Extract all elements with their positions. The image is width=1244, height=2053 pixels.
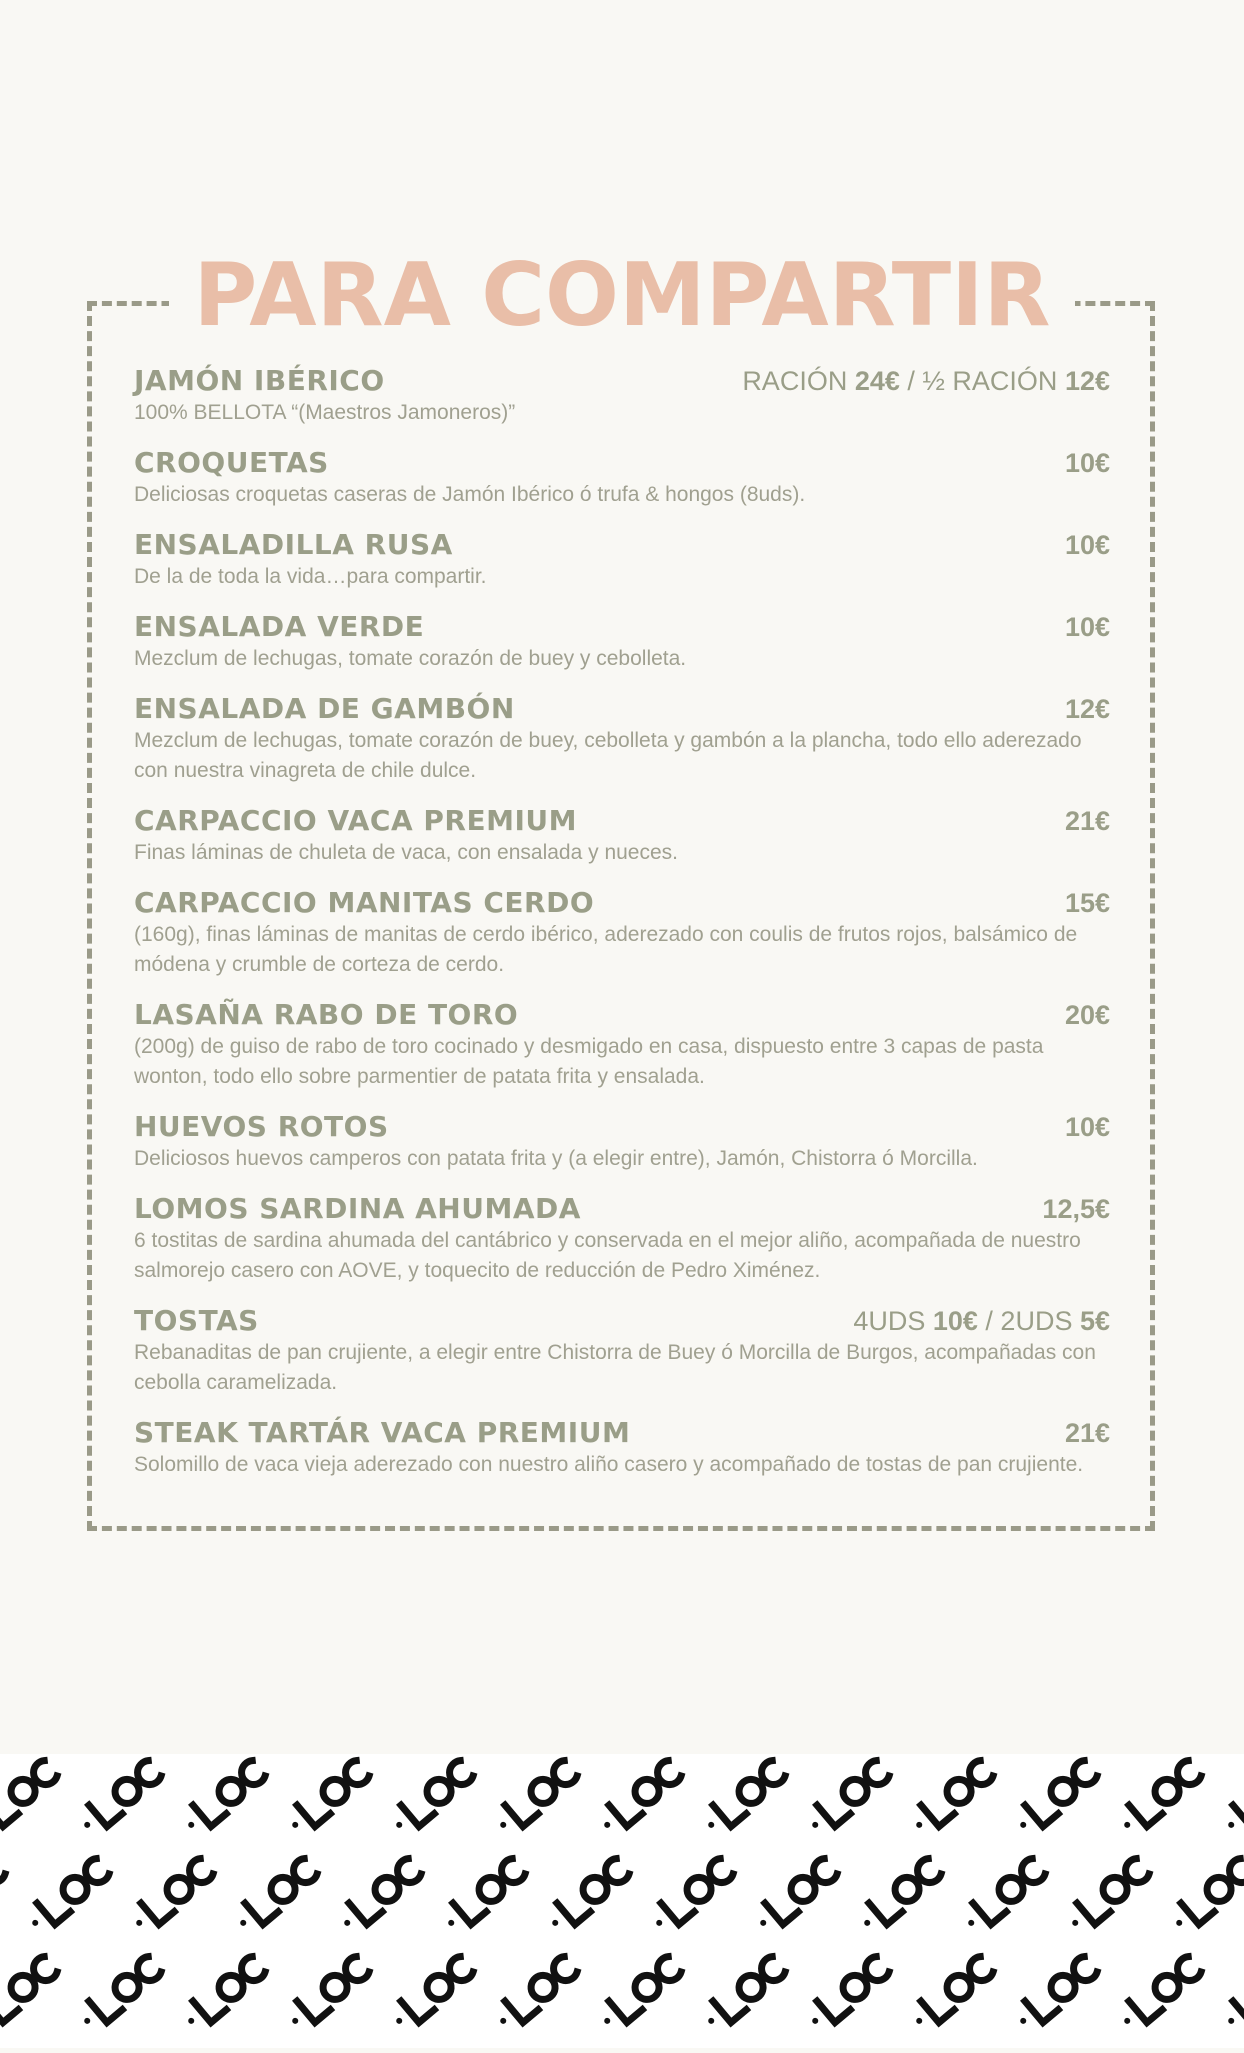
- loc-logo-icon: [284, 1954, 372, 2034]
- menu-item-description: Mezclum de lechugas, tomate corazón de buey y cebolleta.: [134, 647, 687, 670]
- menu-item-description: 6 tostitas de sardina ahumada del cantábrico y conservada en el mejor aliño, acompañada de nuestro salmorejo casero con AOVE, y toquecito de reducción de Pedro Ximénez.: [134, 1229, 1081, 1282]
- menu-item: [134, 690, 1110, 786]
- loc-logo-icon: [1116, 1758, 1204, 1838]
- menu-item-description: Solomillo de vaca vieja aderezado con nuestro aliño casero y acompañado de tostas de pan crujiente.: [134, 1453, 1084, 1476]
- menu-item-description: Deliciosas croquetas caseras de Jamón Ibérico ó trufa & hongos (8uds).: [134, 483, 806, 506]
- menu-item-price: 10€: [1064, 530, 1110, 560]
- loc-logo-icon: [700, 1954, 788, 2034]
- menu-item-price: 15€: [1064, 888, 1110, 918]
- menu-item-name: HUEVOS ROTOS: [134, 1110, 389, 1143]
- menu-item: [134, 444, 1110, 510]
- menu-item-description: Finas láminas de chuleta de vaca, con ensalada y nueces.: [134, 841, 679, 864]
- menu-item-price: 21€: [1064, 1418, 1110, 1448]
- menu-item-description: (200g) de guiso de rabo de toro cocinado y desmigado en casa, dispuesto entre 3 capas de pasta wonton, todo ello sobre parmentier de patata frita y ensalada.: [134, 1035, 1044, 1088]
- loc-logo-icon: [596, 1954, 684, 2034]
- loc-logo-icon: [1116, 1954, 1204, 2034]
- menu-item-description: Rebanaditas de pan crujiente, a elegir entre Chistorra de Buey ó Morcilla de Burgos, acompañadas con cebolla caramelizada.: [134, 1341, 1096, 1394]
- loc-logo-icon: [1012, 1758, 1100, 1838]
- menu-item-name: LASAÑA RABO DE TORO: [134, 998, 519, 1031]
- menu-item-name: ENSALADA DE GAMBÓN: [134, 692, 515, 725]
- loc-logo-icon: [76, 1954, 164, 2034]
- menu-item-name: LOMOS SARDINA AHUMADA: [134, 1192, 581, 1225]
- loc-logo-icon: [700, 1758, 788, 1838]
- menu-items-list: [134, 362, 1110, 1496]
- loc-logo-icon: [388, 1758, 476, 1838]
- loc-logo-icon: [0, 1954, 60, 2034]
- menu-item: [134, 608, 1110, 674]
- menu-item: [134, 1108, 1110, 1174]
- loc-logo-icon: [960, 1856, 1048, 1936]
- loc-logo-icon: [1064, 1856, 1152, 1936]
- menu-item-name: TOSTAS: [134, 1304, 259, 1337]
- loc-logo-icon: [804, 1758, 892, 1838]
- menu-item-description: Deliciosos huevos camperos con patata frita y (a elegir entre), Jamón, Chistorra ó Morcilla.: [134, 1147, 978, 1170]
- menu-item-price: 10€: [1064, 448, 1110, 478]
- loc-logo-icon: [440, 1856, 528, 1936]
- menu-item-price: RACIÓN 24€ / ½ RACIÓN 12€: [742, 366, 1110, 396]
- loc-logo-pattern-icon: [0, 1754, 1244, 2048]
- loc-logo-icon: [492, 1954, 580, 2034]
- menu-item-name: CROQUETAS: [134, 446, 329, 479]
- loc-logo-icon: [388, 1954, 476, 2034]
- loc-logo-icon: [492, 1758, 580, 1838]
- menu-item-name: CARPACCIO MANITAS CERDO: [134, 886, 595, 919]
- menu-item-description: 100% BELLOTA “(Maestros Jamoneros)”: [134, 401, 516, 424]
- menu-item-name: JAMÓN IBÉRICO: [134, 364, 385, 397]
- menu-item: [134, 802, 1110, 868]
- menu-item-price: 12€: [1064, 694, 1110, 724]
- menu-item: [134, 1190, 1110, 1286]
- menu-item: [134, 362, 1110, 428]
- loc-logo-icon: [804, 1954, 892, 2034]
- loc-logo-icon: [0, 1856, 8, 1936]
- menu-item-price: 10€: [1064, 1112, 1110, 1142]
- loc-logo-icon: [856, 1856, 944, 1936]
- menu-item-name: CARPACCIO VACA PREMIUM: [134, 804, 577, 837]
- section-title-text: PARA COMPARTIR: [169, 240, 1074, 350]
- loc-logo-icon: [1220, 1954, 1244, 2034]
- loc-logo-icon: [752, 1856, 840, 1936]
- loc-logo-icon: [0, 1758, 60, 1838]
- menu-item-price: 20€: [1064, 1000, 1110, 1030]
- loc-logo-icon: [908, 1954, 996, 2034]
- menu-item-name: STEAK TARTÁR VACA PREMIUM: [134, 1416, 631, 1449]
- loc-logo-icon: [648, 1856, 736, 1936]
- menu-item: [134, 526, 1110, 592]
- logo-pattern-footer: [0, 1754, 1244, 2048]
- loc-logo-icon: [336, 1856, 424, 1936]
- menu-item-description: De la de toda la vida…para compartir.: [134, 565, 487, 588]
- menu-item-price: 12,5€: [1042, 1194, 1110, 1224]
- loc-logo-icon: [232, 1856, 320, 1936]
- loc-logo-icon: [1220, 1758, 1244, 1838]
- loc-logo-icon: [76, 1758, 164, 1838]
- menu-item-price: 10€: [1064, 612, 1110, 642]
- loc-logo-icon: [544, 1856, 632, 1936]
- menu-item-name: ENSALADILLA RUSA: [134, 528, 453, 561]
- loc-logo-icon: [24, 1856, 112, 1936]
- loc-logo-icon: [128, 1856, 216, 1936]
- menu-item: [134, 1302, 1110, 1398]
- loc-logo-icon: [180, 1954, 268, 2034]
- menu-item: [134, 884, 1110, 980]
- menu-item-name: ENSALADA VERDE: [134, 610, 425, 643]
- menu-item-price: 21€: [1064, 806, 1110, 836]
- loc-logo-icon: [596, 1758, 684, 1838]
- loc-logo-icon: [284, 1758, 372, 1838]
- menu-item: [134, 1414, 1110, 1480]
- menu-item-price: 4UDS 10€ / 2UDS 5€: [853, 1306, 1110, 1336]
- menu-item-description: Mezclum de lechugas, tomate corazón de buey, cebolleta y gambón a la plancha, todo ello aderezado con nuestra vinagreta de chile dulce.: [134, 729, 1082, 782]
- menu-item: [134, 996, 1110, 1092]
- loc-logo-icon: [1168, 1856, 1244, 1936]
- loc-logo-icon: [1012, 1954, 1100, 2034]
- menu-item-description: (160g), finas láminas de manitas de cerdo ibérico, aderezado con coulis de frutos rojos, balsámico de módena y crumble de corteza de cerdo.: [134, 923, 1078, 976]
- loc-logo-icon: [180, 1758, 268, 1838]
- loc-logo-icon: [908, 1758, 996, 1838]
